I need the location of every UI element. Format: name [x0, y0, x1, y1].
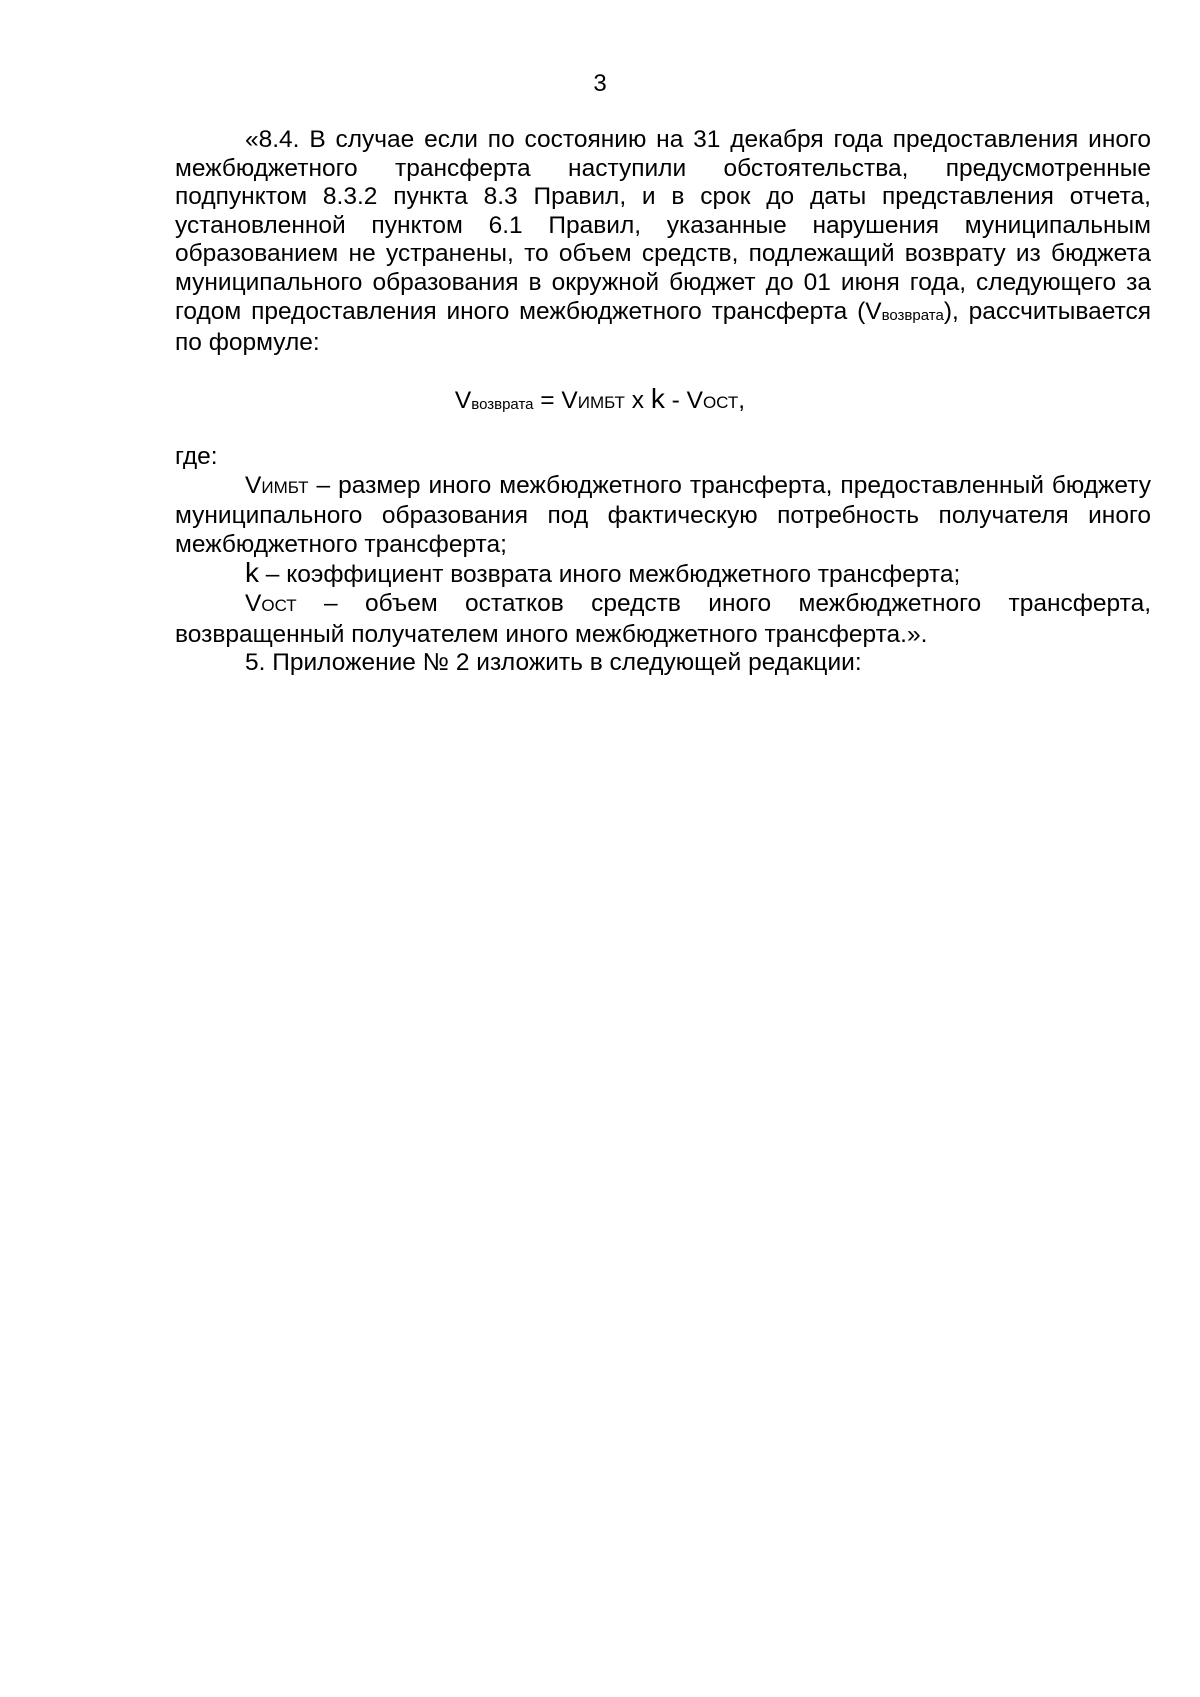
- formula-equals: = V: [533, 387, 578, 414]
- formula-v-return-subscript: возврата: [471, 396, 534, 413]
- definition-k-text: – коэффициент возврата иного межбюджетного трансферта;: [259, 561, 961, 589]
- definition-imbt: [175, 472, 1151, 560]
- formula-ost-subscript: ОСТ: [702, 393, 739, 412]
- formula-k: k: [650, 383, 665, 414]
- formula-imbt-subscript: ИМБТ: [577, 393, 625, 412]
- item-5: 5. Приложение № 2 изложить в следующей редакции:: [245, 649, 862, 677]
- formula-minus: - V: [664, 387, 703, 414]
- paragraph-8-4-tail: ), рассчитывается по формуле:: [175, 297, 1151, 357]
- v-return-subscript: возврата: [881, 306, 944, 324]
- paragraph-8-4-text: «8.4. В случае если по состоянию на 31 декабря года предоставления иного межбюджетного трансферта наступили обстоятельства, предусмотренные подпунктом 8.3.2 пункта 8.3 Правил, и в срок до даты представления отчета, установленной пунктом 6.1 Правил, указанные нарушения муниципальным образованием не устранены, то объем средств, подлежащий возврату из бюджета муниципального образования в окружной бюджет до 01 июня года, следующего за годом предоставления иного межбюджетного трансферта (V: [175, 126, 1151, 325]
- definition-ost: [175, 590, 1151, 649]
- definition-imbt-text: – размер иного межбюджетного трансферта, предоставленный бюджету муниципального образования под фактическую потребность получателя иного межбюджетного трансферта;: [175, 471, 1151, 558]
- formula-v-return: V: [454, 387, 472, 414]
- definition-ost-v: V: [245, 589, 262, 617]
- formula-times: х: [624, 387, 651, 414]
- paragraph-8-4: [175, 126, 1151, 358]
- definitions-block: [175, 443, 1151, 678]
- definition-ost-subscript: ОСТ: [261, 595, 297, 615]
- definition-k: [175, 559, 1151, 590]
- formula-tail: ,: [738, 387, 746, 414]
- return-formula: [0, 384, 1200, 419]
- page-number: 3: [593, 70, 607, 97]
- where-label: где:: [175, 443, 218, 470]
- paragraph-8-4-block: [175, 126, 1151, 358]
- definition-imbt-v: V: [245, 471, 262, 499]
- definition-imbt-subscript: ИМБТ: [261, 477, 309, 497]
- definition-ost-text: – объем остатков средств иного межбюджетного трансферта, возвращенный получателем иного межбюджетного трансферта.».: [175, 589, 1151, 648]
- definition-k-symbol: k: [245, 557, 259, 589]
